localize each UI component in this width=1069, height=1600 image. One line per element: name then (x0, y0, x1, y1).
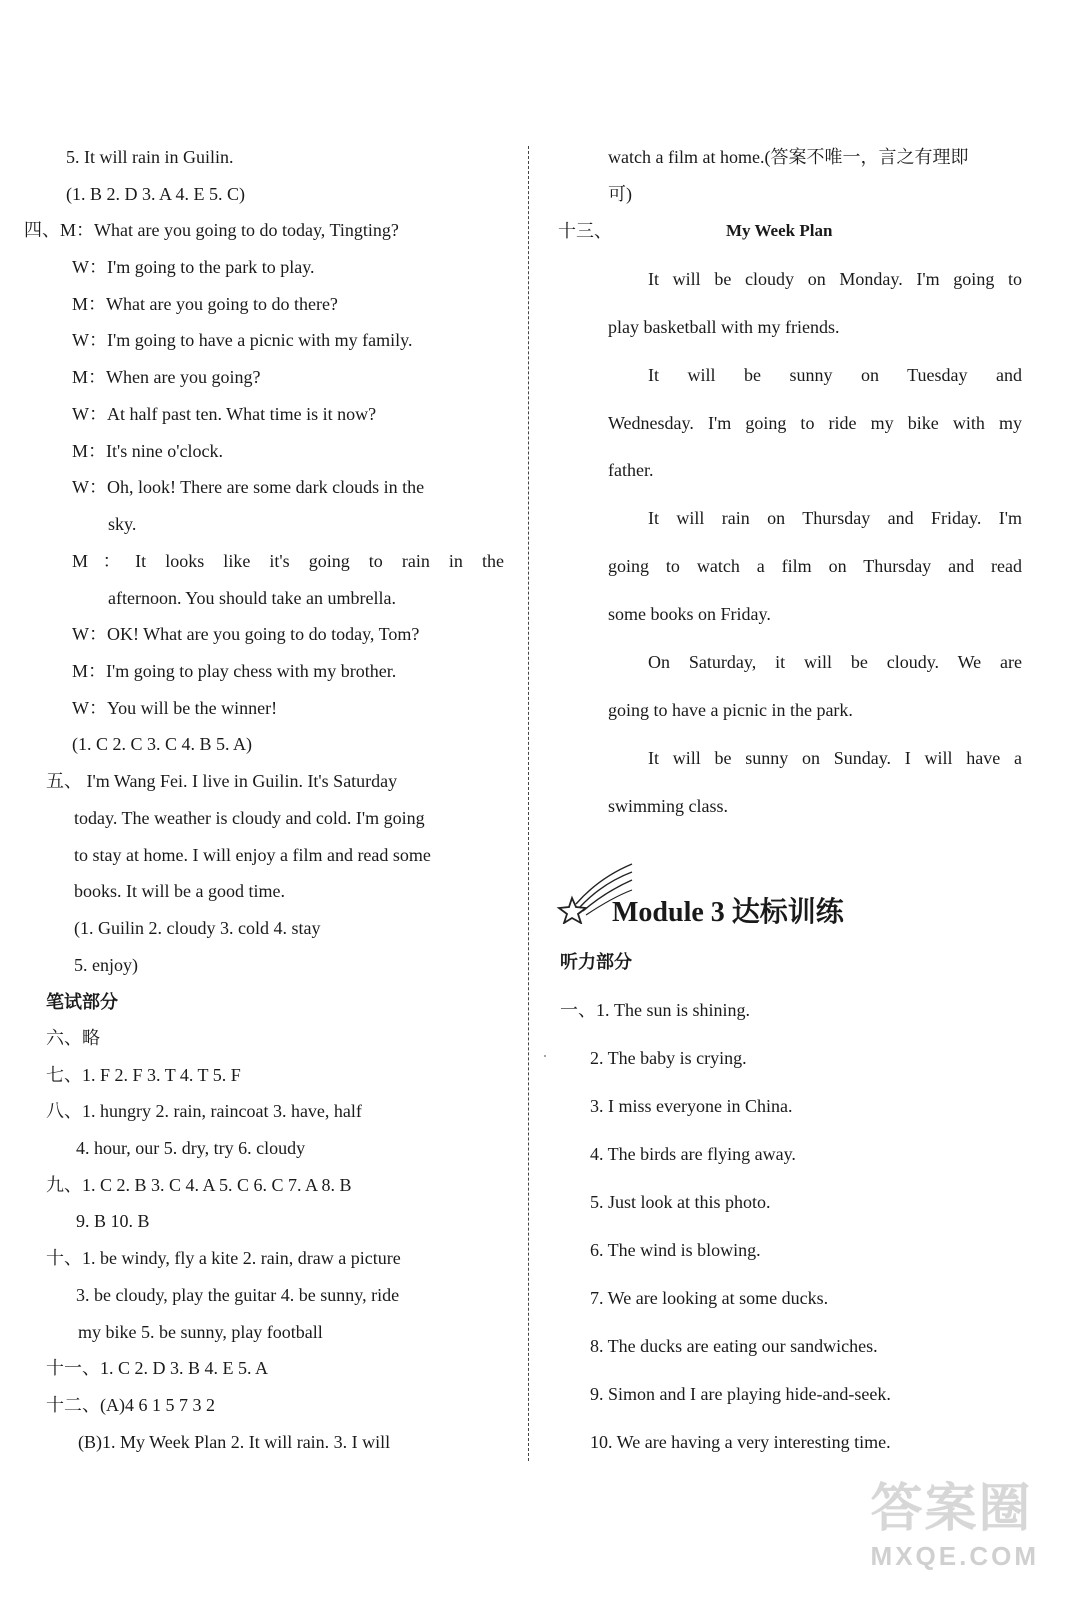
column-divider (528, 146, 529, 1461)
answer-line: 十、1. be windy, fly a kite 2. rain, draw a picture (46, 1248, 401, 1268)
section-heading: 听力部分 (560, 952, 632, 972)
sentence-line: 8. The ducks are eating our sandwiches. (590, 1336, 878, 1356)
passage-line: going to have a picnic in the park. (608, 700, 853, 720)
dialogue-line: afternoon. You should take an umbrella. (108, 588, 396, 608)
passage-line: to stay at home. I will enjoy a film and read some (74, 845, 431, 865)
dialogue-line: W：I'm going to the park to play. (72, 257, 315, 277)
watermark-url: MXQE.COM (870, 1541, 1039, 1571)
passage-line: books. It will be a good time. (74, 881, 285, 901)
answer-line: 七、1. F 2. F 3. T 4. T 5. F (46, 1065, 241, 1085)
answer-key: (1. C 2. C 3. C 4. B 5. A) (72, 734, 253, 754)
module-title: Module 3 达标训练 (612, 897, 844, 928)
answer-line: watch a film at home.(答案不唯一，言之有理即 (608, 147, 969, 167)
dialogue-line: W：Oh, look! There are some dark clouds in the (72, 477, 425, 497)
sentence-line: 9. Simon and I are playing hide-and-seek. (590, 1384, 891, 1404)
section-label: 十三、 (558, 221, 612, 241)
passage-line: swimming class. (608, 796, 728, 816)
dialogue-line: M：I'm going to play chess with my brother. (72, 661, 397, 681)
sentence-line: 6. The wind is blowing. (590, 1240, 761, 1260)
passage-line: father. (608, 460, 654, 480)
answer-line: (B)1. My Week Plan 2. It will rain. 3. I will (78, 1432, 391, 1452)
dialogue-line: W：I'm going to have a picnic with my family. (72, 330, 413, 350)
passage-line: play basketball with my friends. (608, 317, 840, 337)
answer-line: 4. hour, our 5. dry, try 6. cloudy (76, 1138, 306, 1158)
sentence-line: 4. The birds are flying away. (590, 1144, 796, 1164)
dialogue-line: W：At half past ten. What time is it now? (72, 404, 377, 424)
dialogue-line: W：OK! What are you going to do today, Tom? (72, 624, 420, 644)
answer-key: (1. Guilin 2. cloudy 3. cold 4. stay (74, 918, 321, 938)
sentence-line: 3. I miss everyone in China. (590, 1096, 793, 1116)
dialogue-line: M：It looks like it's going to rain in the (72, 551, 504, 571)
sentence-line: 2. The baby is crying. (590, 1048, 747, 1068)
dialogue-line: sky. (108, 514, 137, 534)
answer-line: 5. It will rain in Guilin. (66, 147, 234, 167)
answer-line: 八、1. hungry 2. rain, raincoat 3. have, half (46, 1101, 362, 1121)
answer-line: 十二、(A)4 6 1 5 7 3 2 (46, 1395, 215, 1415)
passage-line: It will be sunny on Sunday. I will have a (648, 748, 1022, 768)
sentence-line: 7. We are looking at some ducks. (590, 1288, 829, 1308)
answer-line: 3. be cloudy, play the guitar 4. be sunny, ride (76, 1285, 400, 1305)
passage-line: Wednesday. I'm going to ride my bike with my (608, 413, 1022, 433)
sentence-line: 一、1. The sun is shining. (560, 1000, 751, 1020)
passage-line: 五、 I'm Wang Fei. I live in Guilin. It's Saturday (46, 771, 398, 791)
print-speck (544, 1055, 546, 1057)
passage-line: today. The weather is cloudy and cold. I'm going (74, 808, 425, 828)
answer-line: my bike 5. be sunny, play football (78, 1322, 323, 1342)
dialogue-line: W：You will be the winner! (72, 698, 278, 718)
dialogue-line: M：When are you going? (72, 367, 261, 387)
dialogue-line: M：It's nine o'clock. (72, 441, 223, 461)
answer-line: 九、1. C 2. B 3. C 4. A 5. C 6. C 7. A 8. B (46, 1175, 352, 1195)
answer-line: 可) (608, 184, 632, 204)
passage-title: My Week Plan (726, 221, 833, 240)
watermark (871, 1466, 1039, 1572)
passage-line: going to watch a film on Thursday and read (608, 556, 1022, 576)
dialogue-line: 四、M：What are you going to do today, Tingting? (24, 220, 399, 240)
passage-line: It will be sunny on Tuesday and (648, 365, 1022, 385)
answer-line: 六、略 (46, 1028, 100, 1048)
answer-line: 9. B 10. B (76, 1211, 150, 1231)
answer-line: 十一、1. C 2. D 3. B 4. E 5. A (46, 1358, 269, 1378)
watermark-logo-text: 答案圈 (870, 1480, 1033, 1538)
section-heading: 笔试部分 (46, 992, 118, 1012)
passage-line: some books on Friday. (608, 604, 771, 624)
answer-key: 5. enjoy) (74, 955, 138, 975)
dialogue-line: M：What are you going to do there? (72, 294, 338, 314)
passage-line: It will rain on Thursday and Friday. I'm (648, 508, 1022, 528)
passage-line: It will be cloudy on Monday. I'm going to (648, 269, 1022, 289)
sentence-line: 10. We are having a very interesting time. (590, 1432, 891, 1452)
sentence-line: 5. Just look at this photo. (590, 1192, 771, 1212)
passage-line: On Saturday, it will be cloudy. We are (648, 652, 1022, 672)
answer-key: (1. B 2. D 3. A 4. E 5. C) (66, 184, 246, 204)
